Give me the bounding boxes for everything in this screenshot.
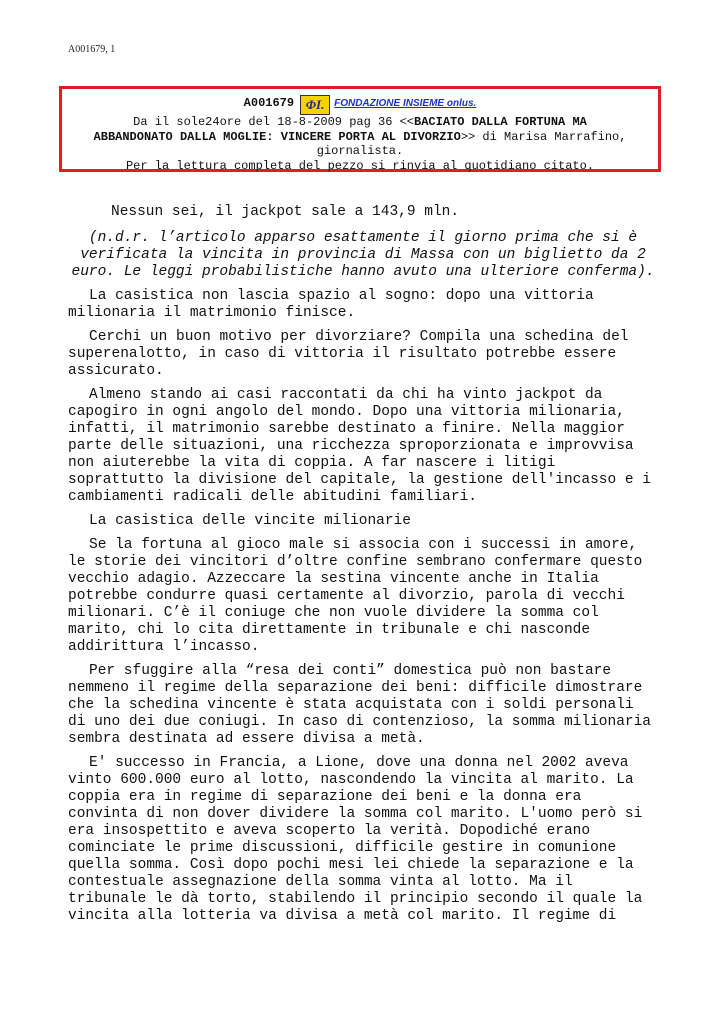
paragraph-3: Almeno stando ai casi raccontati da chi ha vinto jackpot da capogiro in ogni angolo del mondo. Dopo una vittoria milionaria, infatti, il matrimonio sarebbe destinato a finire. Nella maggior parte delle situazioni, una ricchezza sproporzionata e improvvisa non aiuterebbe la vita di coppia. A far nascere i litigi soprattutto la divisione del capitale, la gestione dell'incasso e i cambiamenti radicali delle abitudini familiari. — [68, 387, 651, 505]
article-body — [68, 204, 658, 932]
editor-note-close: ). — [637, 264, 655, 280]
header-line-2 — [62, 115, 658, 130]
paragraph-4: Se la fortuna al gioco male si associa con i successi in amore, le storie dei vincitori d’oltre confine sembrano confermare questo vecchio adagio. Azzeccare la sestina vincente anche in Italia potrebbe condurre quasi certamente al divorzio, parola di vecchi milionari. C’è il coniuge che non vuole dividere la somma col marito, chi lo cita direttamente in tribunale e chi nasconde addirittura l’incasso. — [68, 537, 643, 655]
editor-note-text: n.d.r. l’articolo apparso esattamente il giorno prima che si è verificata la vincita in provincia di Massa con un biglietto da 2 euro. Le leggi probabilistiche hanno avuto una ulteriore conferma — [71, 230, 646, 280]
author-text: >> di Marisa Marrafino, — [460, 129, 627, 144]
header-line-4: giornalista. — [316, 144, 404, 159]
paragraph-5: Per sfuggire alla “resa dei conti” domestica può non bastare nemmeno il regime della separazione dei beni: difficile dimostrare che la schedina vincente è stata acquistata con i soldi personali di uno dei due coniugi. In caso di contenzioso, la somma milionaria sembra destinata ad essere divisa a metà. — [68, 663, 651, 747]
paragraph-2: Cerchi un buon motivo per divorziare? Compila una schedina del superenalotto, in caso di vittoria il risultato potrebbe essere assicurato. — [68, 329, 629, 379]
source-text: Da il sole24ore del 18-8-2009 pag 36 << — [133, 115, 415, 129]
header-line-5: Per la lettura completa del pezzo si rinvia al quotidiano citato. — [125, 158, 595, 173]
editor-note-open: ( — [88, 230, 98, 246]
foundation-link[interactable]: FONDAZIONE INSIEME onlus. — [334, 98, 477, 109]
header-box — [59, 86, 661, 172]
headline-part-a: BACIATO DALLA FORTUNA MA — [414, 115, 587, 129]
foundation-logo: ΦI. — [300, 95, 330, 115]
paragraph-6: E' successo in Francia, a Lione, dove una donna nel 2002 aveva vinto 600.000 euro al lotto, nascondendo la vincita al marito. La coppia era in regime di separazione dei beni e la donna era convinta di non dover dividere la somma col marito. L'uomo però si era insospettito e aveva scoperto la verità. Dopodiché erano cominciate le prime discussioni, difficile gestire in comunione quella somma. Così dopo pochi mesi lei chiede la separazione e la contestuale assegnazione della somma vinta al lotto. Ma il tribunale le dà torto, stabilendo il principio secondo il quale la vincita alla lotteria va divisa a metà col marito. Il regime di — [68, 755, 643, 924]
header-line-1 — [62, 95, 658, 115]
article-title: Nessun sei, il jackpot sale a 143,9 mln. — [111, 204, 460, 220]
header-line-3 — [62, 130, 658, 145]
subheading: La casistica delle vincite milionarie — [89, 513, 411, 529]
paragraph-1: La casistica non lascia spazio al sogno: dopo una vittoria milionaria il matrimonio finisce. — [68, 288, 594, 321]
document-code: A001679 — [243, 96, 295, 110]
headline-part-b: ABBANDONATO DALLA MOGLIE: VINCERE PORTA AL DIVORZIO — [93, 129, 461, 144]
editor-note — [68, 230, 658, 281]
page-reference: A001679, 1 — [68, 44, 116, 55]
